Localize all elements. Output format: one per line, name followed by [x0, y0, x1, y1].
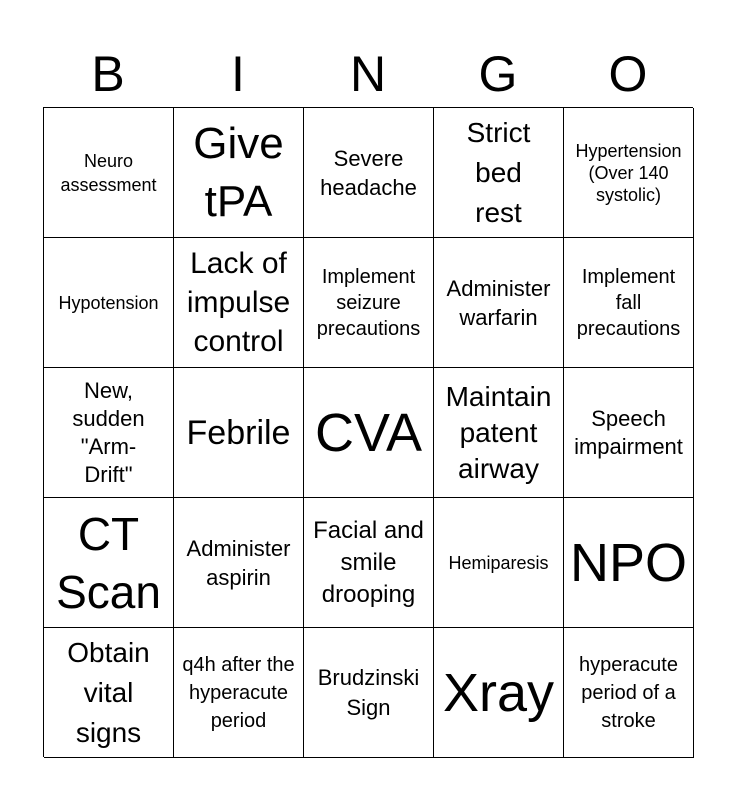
- header-letter-i: I: [231, 46, 245, 102]
- bingo-cell[interactable]: [304, 498, 434, 628]
- cell-text: Give tPA: [193, 118, 284, 226]
- bingo-cell[interactable]: [44, 498, 174, 628]
- cell-text: hyperacute period of a stroke: [579, 653, 678, 732]
- cell-text: Administer warfarin: [446, 275, 551, 330]
- bingo-cell[interactable]: [434, 108, 564, 238]
- bingo-cell[interactable]: [174, 628, 304, 758]
- bingo-cell[interactable]: [44, 368, 174, 498]
- bingo-cell[interactable]: [434, 368, 564, 498]
- cell-text: Strict bed rest: [466, 116, 531, 228]
- bingo-header: [43, 40, 693, 108]
- bingo-cell[interactable]: [174, 368, 304, 498]
- cell-text: Implement fall precautions: [576, 265, 681, 340]
- cell-text: CVA: [314, 402, 423, 463]
- cell-text: Lack of impulse control: [186, 247, 291, 358]
- cell-text: Facial and smile drooping: [313, 516, 424, 608]
- bingo-cell[interactable]: [44, 108, 174, 238]
- cell-text: Speech impairment: [574, 405, 683, 459]
- bingo-cell[interactable]: [304, 238, 434, 368]
- cell-text: Implement seizure precautions: [316, 265, 421, 340]
- cell-text: Severe headache: [320, 145, 417, 200]
- bingo-cell[interactable]: [174, 238, 304, 368]
- bingo-cell[interactable]: [434, 628, 564, 758]
- header-letter-g: G: [478, 46, 518, 102]
- cell-text: Administer aspirin: [186, 535, 291, 590]
- bingo-cell[interactable]: [304, 368, 434, 498]
- bingo-cell[interactable]: [564, 238, 694, 368]
- cell-text: Maintain patent airway: [445, 380, 552, 484]
- header-letter-b: B: [91, 46, 125, 102]
- cell-text: Hypotension: [58, 292, 159, 313]
- bingo-cell[interactable]: [304, 108, 434, 238]
- header-letter-n: N: [349, 46, 387, 102]
- bingo-cell[interactable]: [304, 628, 434, 758]
- bingo-cell[interactable]: [564, 628, 694, 758]
- bingo-cell[interactable]: [174, 498, 304, 628]
- header-letter-o: O: [608, 46, 648, 102]
- cell-text: Neuro assessment: [60, 150, 157, 195]
- cell-text: Obtain vital signs: [67, 636, 150, 748]
- cell-text: q4h after the hyperacute period: [182, 653, 295, 732]
- bingo-cell[interactable]: [44, 628, 174, 758]
- bingo-cell[interactable]: [434, 498, 564, 628]
- bingo-board: [43, 107, 693, 757]
- bingo-cell[interactable]: [434, 238, 564, 368]
- bingo-cell[interactable]: [174, 108, 304, 238]
- cell-text: Febrile: [186, 413, 291, 452]
- cell-text: Hemiparesis: [448, 552, 549, 573]
- bingo-cell[interactable]: [564, 368, 694, 498]
- cell-text: NPO: [569, 532, 688, 593]
- cell-text: Hypertension (Over 140 systolic): [575, 140, 682, 205]
- cell-text: New, sudden "Arm-Drift": [72, 377, 145, 487]
- bingo-cell[interactable]: [564, 498, 694, 628]
- bingo-cell[interactable]: [44, 238, 174, 368]
- cell-text: Brudzinski Sign: [317, 664, 420, 720]
- cell-text: Xray: [442, 662, 555, 723]
- bingo-cell[interactable]: [564, 108, 694, 238]
- cell-text: CT Scan: [56, 507, 161, 618]
